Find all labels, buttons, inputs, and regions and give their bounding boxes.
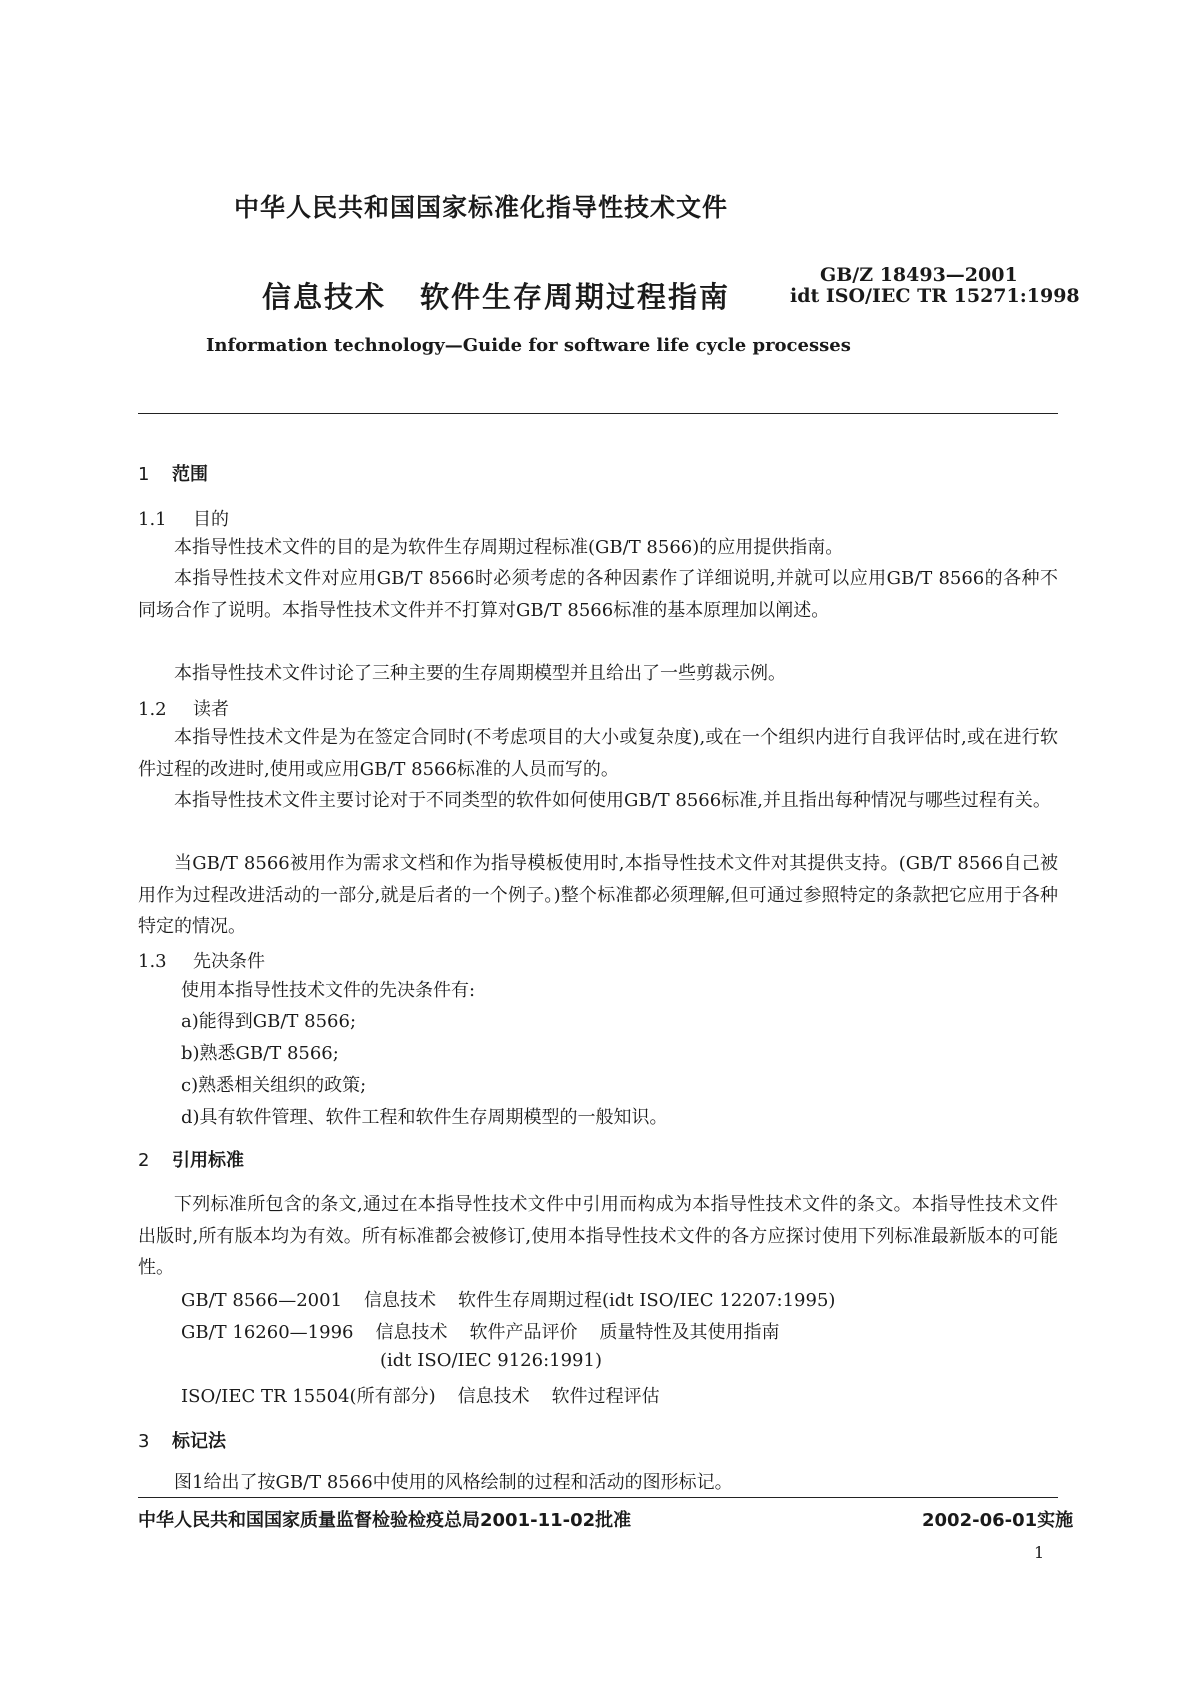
section-number: 3 xyxy=(138,1431,150,1452)
reference-title: 软件生存周期过程(idt ISO/IEC 12207:1995) xyxy=(458,1290,836,1311)
list-item: b)熟悉GB/T 8566; xyxy=(181,1043,339,1064)
page-number: 1 xyxy=(1034,1543,1045,1562)
paragraph: 本指导性技术文件对应用GB/T 8566时必须考虑的各种因素作了详细说明,并就可以应用GB/T 8566的各种不同场合作了说明。本指导性技术文件并不打算对GB/T 8566标准的基本原理加以阐述。 xyxy=(138,568,1058,621)
reference-code: GB/T 16260—1996 xyxy=(181,1322,354,1343)
reference-item xyxy=(181,1318,779,1344)
paragraph: 本指导性技术文件主要讨论对于不同类型的软件如何使用GB/T 8566标准,并且指出每种情况与哪些过程有关。 xyxy=(174,790,1051,811)
reference-code: ISO/IEC TR 15504(所有部分) xyxy=(181,1386,436,1407)
section-title: 先决条件 xyxy=(193,951,265,972)
title-zh-part2: 软件生存周期过程指南 xyxy=(420,280,731,314)
section-title: 标记法 xyxy=(172,1431,226,1452)
reference-item xyxy=(181,1382,660,1408)
paragraph: 本指导性技术文件讨论了三种主要的生存周期模型并且给出了一些剪裁示例。 xyxy=(174,663,786,684)
section-1-3-heading xyxy=(138,947,265,973)
paragraph: 下列标准所包含的条文,通过在本指导性技术文件中引用而构成为本指导性技术文件的条文。本指导性技术文件出版时,所有版本均为有效。所有标准都会被修订,使用本指导性技术文件的各方应探讨使用下列标准最新版本的可能性。 xyxy=(138,1194,1058,1278)
paragraph: 当GB/T 8566被用作为需求文档和作为指导模板使用时,本指导性技术文件对其提供支持。(GB/T 8566自己被用作为过程改进活动的一部分,就是后者的一个例子。)整个标准都必须理解,但可通过参照特定的条款把它应用于各种特定的情况。 xyxy=(138,853,1058,937)
list-item: a)能得到GB/T 8566; xyxy=(181,1011,357,1032)
footer-divider xyxy=(138,1497,1058,1498)
section-number: 2 xyxy=(138,1150,150,1171)
header-divider xyxy=(138,413,1058,414)
reference-title: 软件产品评价 xyxy=(469,1322,578,1343)
section-title: 目的 xyxy=(193,509,229,530)
document-type-heading: 中华人民共和国国家标准化指导性技术文件 xyxy=(234,193,729,222)
section-title: 读者 xyxy=(193,699,229,720)
paragraph: 图1给出了按GB/T 8566中使用的风格绘制的过程和活动的图形标记。 xyxy=(174,1472,733,1493)
reference-continuation: (idt ISO/IEC 9126:1991) xyxy=(380,1350,602,1371)
section-1-2-heading xyxy=(138,695,229,721)
list-item: c)熟悉相关组织的政策; xyxy=(181,1075,367,1096)
effective-date: 2002-06-01实施 xyxy=(922,1510,1074,1531)
list-item: d)具有软件管理、软件工程和软件生存周期模型的一般知识。 xyxy=(181,1107,668,1128)
reference-title: 信息技术 xyxy=(457,1386,530,1407)
paragraph: 本指导性技术文件的目的是为软件生存周期过程标准(GB/T 8566)的应用提供指南。 xyxy=(174,537,844,558)
section-title: 范围 xyxy=(172,464,208,485)
reference-code: GB/T 8566—2001 xyxy=(181,1290,343,1311)
reference-item xyxy=(181,1286,835,1312)
section-number: 1.3 xyxy=(138,951,167,972)
section-1-heading xyxy=(138,460,208,486)
section-number: 1 xyxy=(138,464,150,485)
title-zh-part1: 信息技术 xyxy=(262,280,387,314)
section-1-1-heading xyxy=(138,505,229,531)
document-title-zh xyxy=(262,275,730,316)
approval-line: 中华人民共和国国家质量监督检验检疫总局2001-11-02批准 xyxy=(138,1510,632,1531)
document-title-en: Information technology—Guide for software life cycle processes xyxy=(206,335,851,356)
reference-title: 信息技术 xyxy=(364,1290,437,1311)
reference-title: 质量特性及其使用指南 xyxy=(599,1322,780,1343)
section-number: 1.2 xyxy=(138,699,167,720)
standard-number: GB/Z 18493—2001 xyxy=(820,264,1018,286)
reference-title: 软件过程评估 xyxy=(551,1386,660,1407)
prerequisites-intro: 使用本指导性技术文件的先决条件有: xyxy=(181,980,476,1001)
reference-title: 信息技术 xyxy=(375,1322,448,1343)
section-title: 引用标准 xyxy=(172,1150,244,1171)
section-2-heading xyxy=(138,1146,244,1172)
paragraph: 本指导性技术文件是为在签定合同时(不考虑项目的大小或复杂度),或在一个组织内进行自我评估时,或在进行软件过程的改进时,使用或应用GB/T 8566标准的人员而写的。 xyxy=(138,727,1058,780)
section-3-heading xyxy=(138,1427,226,1453)
standard-idt: idt ISO/IEC TR 15271:1998 xyxy=(790,285,1080,307)
section-number: 1.1 xyxy=(138,509,167,530)
